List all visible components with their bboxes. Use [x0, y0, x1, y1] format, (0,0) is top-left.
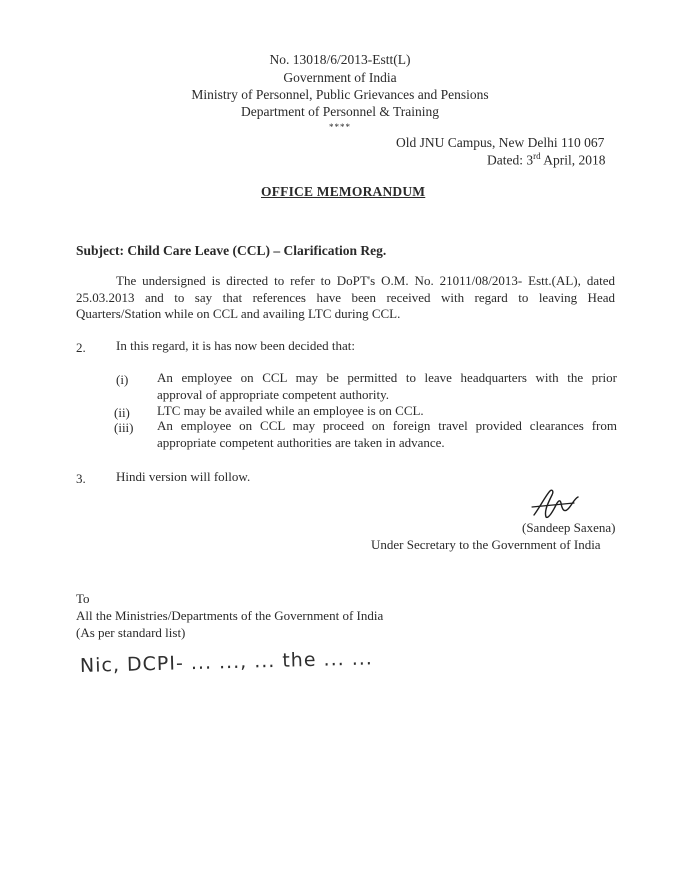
- para2-number: 2.: [76, 340, 86, 355]
- subject-line: Subject: Child Care Leave (CCL) – Clarification Reg.: [76, 243, 387, 258]
- date-rest: April, 2018: [540, 152, 606, 168]
- ministry-line: Ministry of Personnel, Public Grievances and Pensions: [191, 87, 489, 102]
- para3-number: 3.: [76, 471, 86, 486]
- para3-text: Hindi version will follow.: [116, 469, 251, 484]
- item-1-number: (i): [116, 372, 129, 387]
- para1-line2: 25.03.2013 and to say that references have been received with regard to leaving Head: [76, 289, 615, 305]
- paragraph-1: [76, 273, 615, 323]
- date-line: [487, 151, 606, 169]
- om-title: OFFICE MEMORANDUM: [261, 184, 426, 199]
- signature-scribble-icon: [528, 485, 588, 525]
- item-3-number: (iii): [114, 420, 134, 435]
- item-2-line1: LTC may be availed while an employee is on CCL.: [157, 403, 424, 418]
- place-line: Old JNU Campus, New Delhi 110 067: [396, 135, 605, 150]
- date-prefix: Dated: 3: [487, 152, 534, 168]
- addressee-line: All the Ministries/Departments of the Government of India: [76, 608, 384, 623]
- department-line: Department of Personnel & Training: [241, 104, 439, 119]
- signatory-name: (Sandeep Saxena): [522, 520, 616, 535]
- file-number: No. 13018/6/2013-Estt(L): [269, 52, 411, 67]
- header-stars: ****: [329, 122, 351, 132]
- para1-line3: Quarters/Station while on CCL and availing LTC during CCL.: [76, 306, 401, 321]
- standard-list-note: (As per standard list): [76, 625, 186, 640]
- date-suffix-sup: rd: [533, 151, 541, 161]
- item-3-line2: appropriate competent authorities are taken in advance.: [157, 434, 445, 450]
- item-1-text: [157, 370, 617, 403]
- para1-line1: The undersigned is directed to refer to DoPT's O.M. No. 21011/08/2013- Estt.(AL), dated: [116, 273, 615, 288]
- item-1-line2: approval of appropriate competent authority.: [157, 386, 389, 402]
- item-1-line1: An employee on CCL may be permitted to leave headquarters with the prior: [157, 370, 617, 385]
- handwritten-note: Nic, DCPI- ... ..., ... the ... ...: [79, 647, 374, 677]
- item-3-line1: An employee on CCL may proceed on foreign travel provided clearances from: [157, 418, 617, 433]
- signatory-designation: Under Secretary to the Government of India: [371, 537, 601, 552]
- to-label: To: [76, 591, 90, 606]
- para2-text: In this regard, it is has now been decided that:: [116, 338, 355, 353]
- item-2-number: (ii): [114, 405, 130, 420]
- government-line: Government of India: [283, 70, 397, 85]
- item-3-text: [157, 418, 617, 451]
